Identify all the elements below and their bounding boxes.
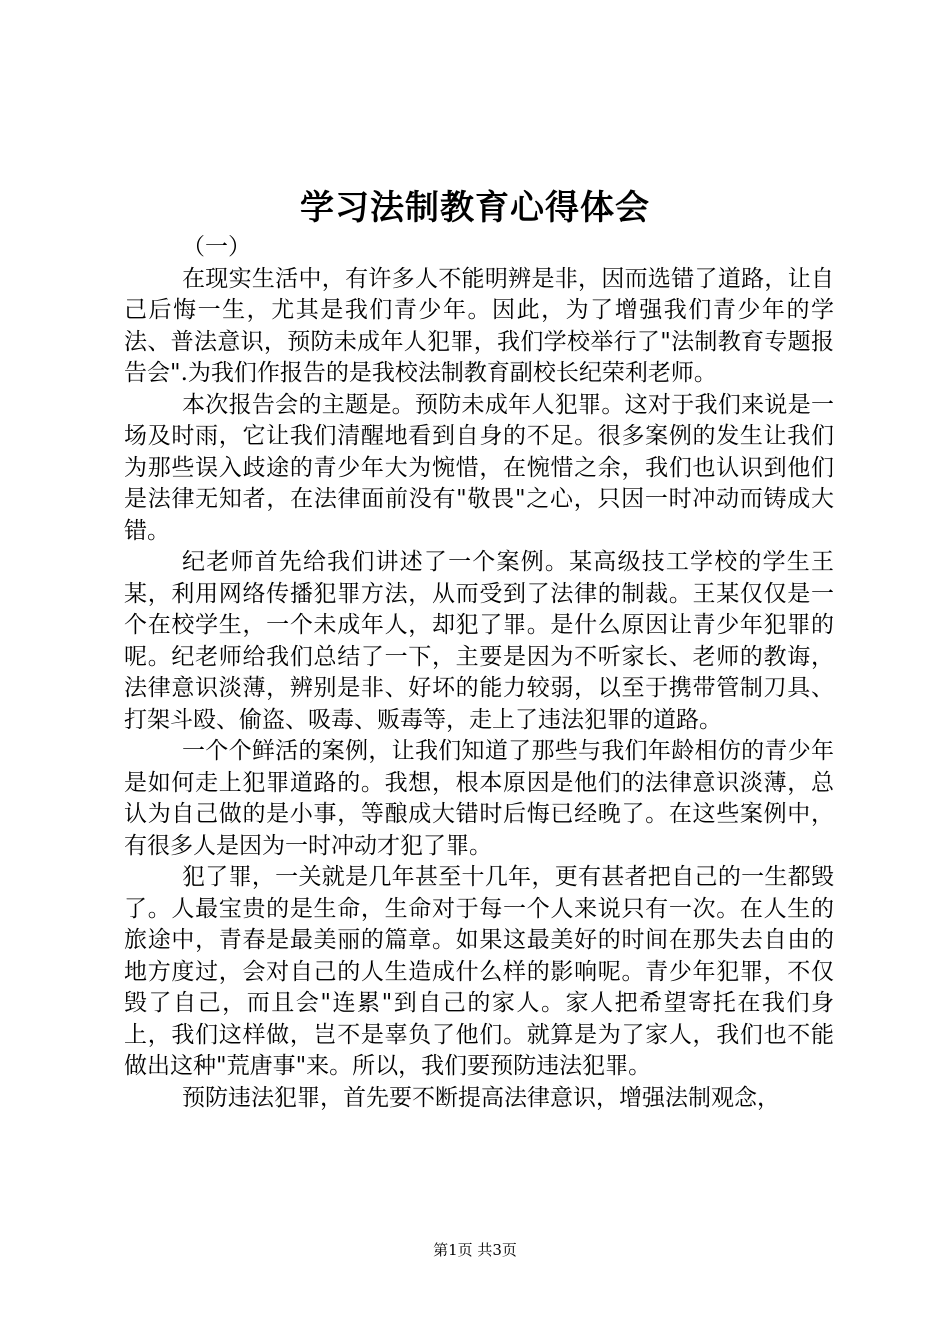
section-heading: （一） (182, 234, 251, 260)
page-number-footer: 第1页 共3页 (433, 1241, 517, 1259)
paragraph-3: 纪老师首先给我们讲述了一个案例。某高级技工学校的学生王某，利用网络传播犯罪方法，从而受到了法律的制裁。王某仅仅是一个在校学生，一个未成年人，却犯了罪。是什么原因让青少年犯罪的呢。纪老师给我们总结了一下，主要是因为不听家长、老师的教诲，法律意识淡薄，辨别是非、好坏的能力较弱，以至于携带管制刀具、打架斗殴、偷盗、吸毒、贩毒等，走上了违法犯罪的道路。 (124, 549, 834, 733)
document-body (124, 232, 834, 1114)
paragraph-4: 一个个鲜活的案例，让我们知道了那些与我们年龄相仿的青少年是如何走上犯罪道路的。我想，根本原因是他们的法律意识淡薄，总认为自己做的是小事，等酿成大错时后悔已经晚了。在这些案例中，有很多人是因为一时冲动才犯了罪。 (124, 738, 834, 859)
page-title: 学习法制教育心得体会 (300, 188, 650, 228)
paragraph-1: 在现实生活中，有许多人不能明辨是非，因而选错了道路，让自己后悔一生，尤其是我们青少年。因此，为了增强我们青少年的学法、普法意识，预防未成年人犯罪，我们学校举行了"法制教育专题报告会".为我们作报告的是我校法制教育副校长纪荣利老师。 (124, 265, 834, 386)
paragraph-6: 预防违法犯罪，首先要不断提高法律意识，增强法制观念， (182, 1084, 780, 1111)
paragraph-2: 本次报告会的主题是。预防未成年人犯罪。这对于我们来说是一场及时雨，它让我们清醒地看到自身的不足。很多案例的发生让我们为那些误入歧途的青少年大为惋惜，在惋惜之余，我们也认识到他们是法律无知者，在法律面前没有"敬畏"之心，只因一时冲动而铸成大错。 (124, 391, 834, 544)
paragraph-5: 犯了罪，一关就是几年甚至十几年，更有甚者把自己的一生都毁了。人最宝贵的是生命，生命对于每一个人来说只有一次。在人生的旅途中，青春是最美丽的篇章。如果这最美好的时间在那失去自由的地方度过，会对自己的人生造成什么样的影响呢。青少年犯罪，不仅毁了自己，而且会"连累"到自己的家人。家人把希望寄托在我们身上，我们这样做，岂不是辜负了他们。就算是为了家人，我们也不能做出这种"荒唐事"来。所以，我们要预防违法犯罪。 (124, 864, 834, 1079)
